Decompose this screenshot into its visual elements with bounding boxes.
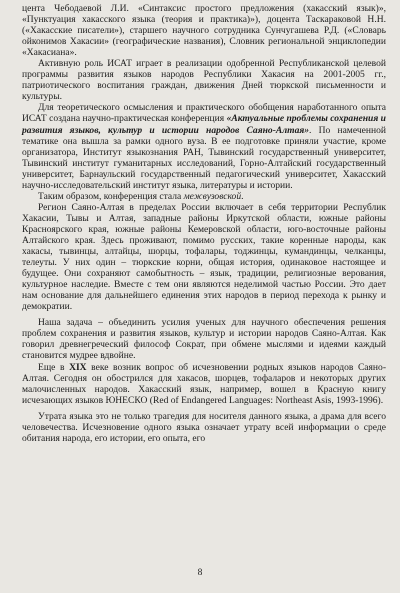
interuniversity-term: межвузовской [183, 190, 242, 202]
history-body: веке возник вопрос об исчезновении родных языков народов Саяно-Алтая. Сегодня он обострился для хакасов, шорцев, тофаларов и некоторых других малочисленных народов. Хакасский язык, например, вошел в Красную книгу исчезающих языков ЮНЕСКО (Red of Endangered Languages: Northeast Asis, 1993-1996). [22, 361, 386, 406]
paragraph-conference [22, 102, 386, 190]
paragraph-history [22, 362, 386, 406]
interuniversity-end: . [241, 190, 244, 202]
conference-intro: Для теоретического осмысления и практического обобщения наработанного опыта ИСАТ создана научно-практическая конференция [22, 102, 386, 125]
history-lead: Еще в [38, 361, 70, 373]
interuniversity-lead: Таким образом, конференция стала [38, 190, 184, 202]
paragraph-interuniversity [22, 191, 386, 202]
conference-participants: . По намеченной тематике она вышла за рамки одного вуза. В ее подготовке приняли участие, кроме организатора, Институт языкознания РАН, Тывинский государственный университет, Тывинский институт гуманитарных исследований, Горно-Алтайский государственный университет, Барнаульский государственный педагогический университет, Хакасский научно-исследовательский институт языка, литературы и истории. [22, 124, 386, 191]
paragraph-isat-role: Активную роль ИСАТ играет в реализации одобренной Республиканской целевой программы развития языков народов Республики Хакасия на 2001-2005 гг., патриотического воспитания граждан, движения Дней тюркской письменности и культуры. [22, 58, 386, 103]
conference-title: «Актуальные проблемы сохранения и развития языков, культур и истории народов Саяно-Алтая» [22, 113, 386, 136]
paragraph-task: Наша задача – объединить усилия ученых для научного обеспечения решения проблем сохранения и развития языков, культур и истории народов Саяно-Алтая. Как говорил древнегреческий философ Сократ, при обмене мыслями и идеями каждый становится мудрее вдвойне. [22, 317, 386, 362]
paragraph-language-loss: Утрата языка это не только трагедия для носителя данного языка, а драма для всего человечества. Исчезновение одного языка означает утрату всей информации о среде обитания народа, его истории, его опыта, его [22, 410, 386, 444]
century-numeral: XIX [69, 361, 87, 373]
paragraph-continuation: цента Чебодаевой Л.И. «Синтаксис простого предложения (хакасский язык)», «Пунктуация хакасского языка (теория и практика)»), доцента Таскараковой Н.Н. («Хакасские писатели»), старшего научного сотрудника Сунчугашева Р.Д. («Словарь ойконимов Хакасии» (географические названия), Словник региональной энциклопедии «Хакасиана». [22, 3, 386, 59]
page-number: 8 [197, 568, 203, 578]
paragraph-region: Регион Саяно-Алтая в пределах России включает в себя территории Республик Хакасии, Тывы и Алтая, западные районы Иркутской области, южные районы Красноярского края, южные районы Кемеровской области, юго-восточные районы Алтайского края. Здесь проживают, помимо русских, такие коренные народы, как хакасы, тывинцы, алтайцы, шорцы, тофалары, тоджинцы, кумандинцы, челканцы, телеуты. У них один – тюркские корни, общая история, одинаковое настоящее и будущее. Они сохраняют самобытность – язык, традиции, религиозные верования, культурное наследие. Вместе с тем они являются неделимой частью России. Это дает нам основание для дальнейшего единения этих народов в период перехода к рынку и демократии. [22, 201, 386, 313]
